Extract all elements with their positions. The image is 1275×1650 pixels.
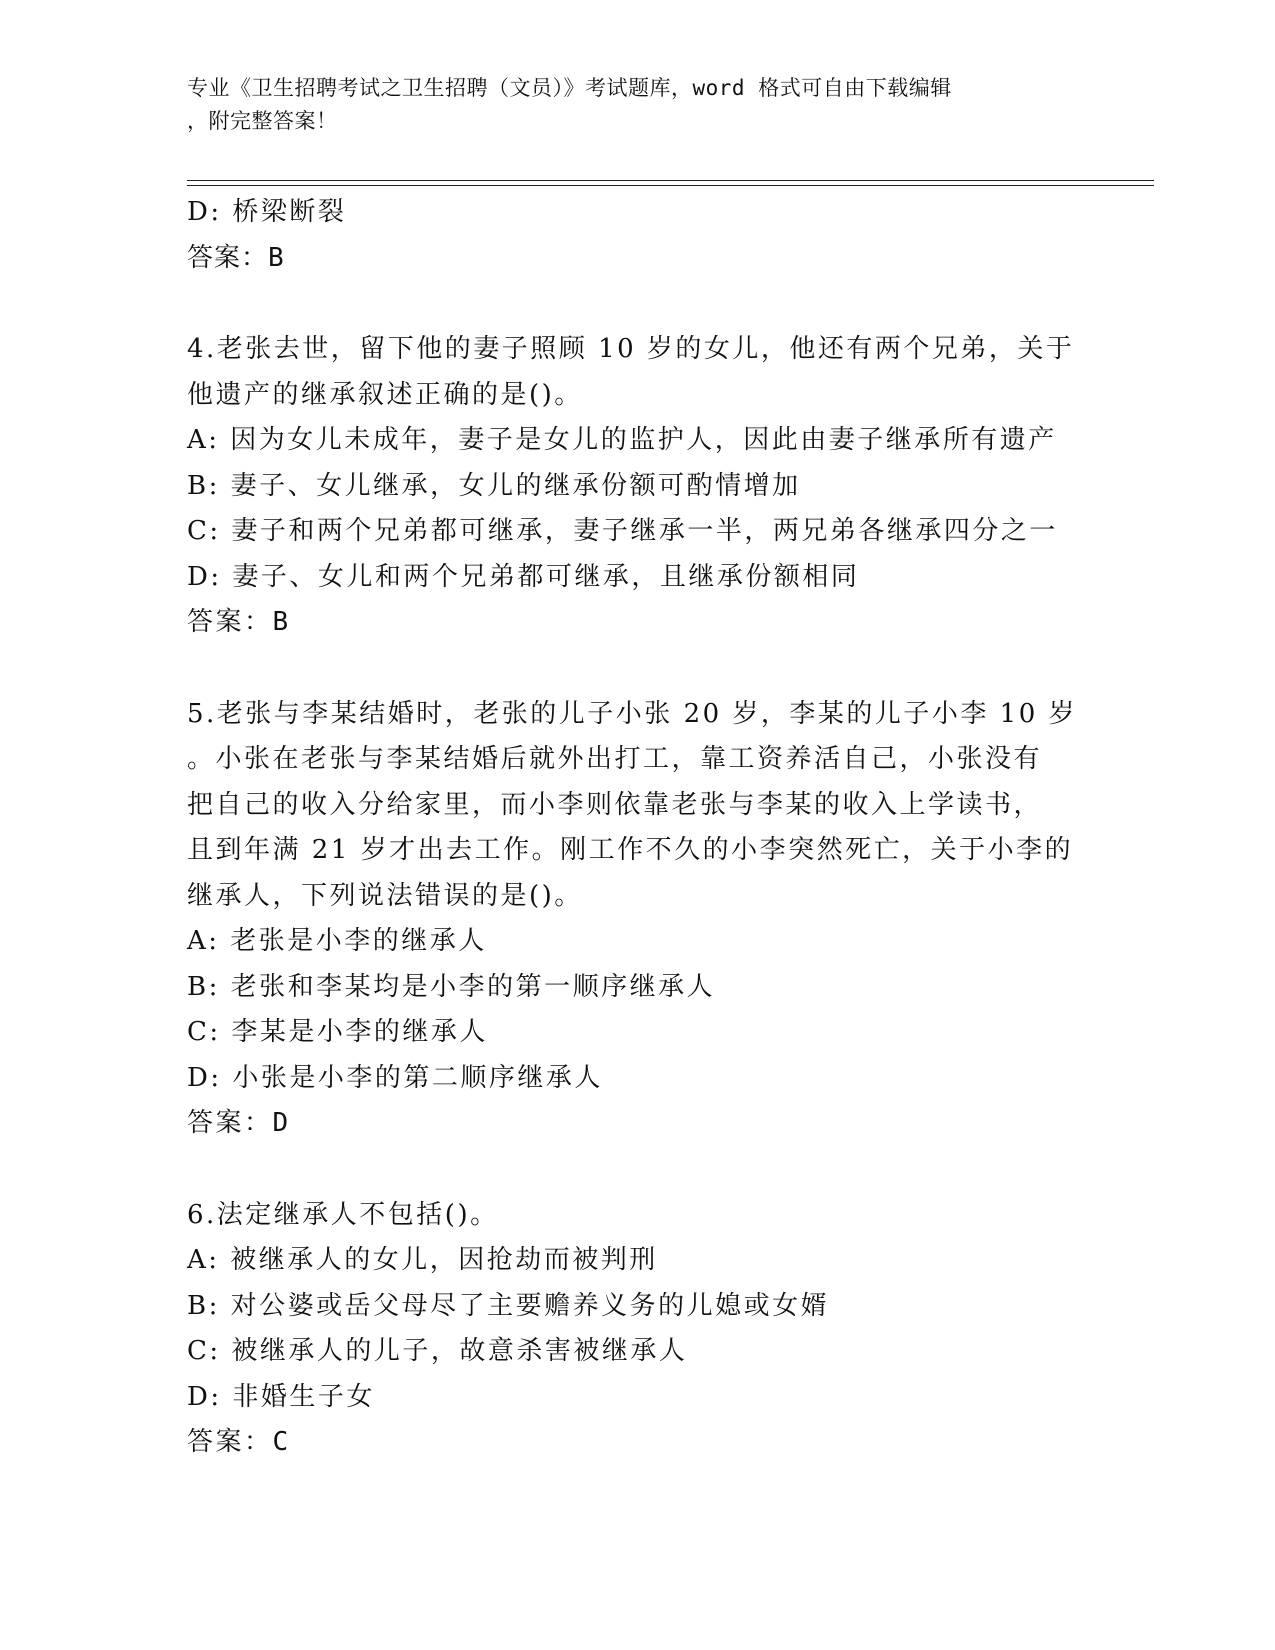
question-list	[187, 190, 1087, 1466]
question-text-line: 把自己的收入分给家里，而小李则依靠老张与李某的收入上学读书，	[187, 789, 1043, 820]
question-4	[187, 327, 1087, 646]
option-b: B: 妻子、女儿继承，女儿的继承份额可酌情增加	[187, 470, 801, 501]
header-line-2: ，附完整答案！	[187, 109, 338, 133]
answer: 答案：B	[187, 242, 285, 273]
header-rule-top	[187, 180, 1154, 181]
option-c: C: 李某是小李的继承人	[187, 1017, 488, 1047]
option-c: C: 妻子和两个兄弟都可继承，妻子继承一半，两兄弟各继承四分之一	[187, 516, 1058, 546]
question-text-line: 5.老张与李某结婚时，老张的儿子小张 20 岁，李某的儿子小李 10 岁	[187, 698, 1078, 729]
answer: 答案：B	[187, 607, 291, 637]
question-text-line: 他遗产的继承叙述正确的是()。	[187, 379, 583, 410]
header-line-1: 专业《卫生招聘考试之卫生招聘（文员）》考试题库，word 格式可自由下载编辑	[187, 76, 952, 100]
option-d: D: 小张是小李的第二顺序继承人	[187, 1062, 603, 1093]
answer: 答案：C	[187, 1427, 291, 1457]
option-d: D: 妻子、女儿和两个兄弟都可继承，且继承份额相同	[187, 561, 860, 592]
option-a: A: 老张是小李的继承人	[187, 926, 487, 956]
option-b: B: 对公婆或岳父母尽了主要赡养义务的儿媳或女婿	[187, 1290, 830, 1321]
question-6	[187, 1193, 1087, 1466]
question-text-line: 继承人，下列说法错误的是()。	[187, 880, 583, 911]
question-text-line: 6.法定继承人不包括()。	[187, 1199, 499, 1230]
question-text-line: 4.老张去世，留下他的妻子照顾 10 岁的女儿，他还有两个兄弟，关于	[187, 334, 1075, 364]
question-text-line: 且到年满 21 岁才出去工作。刚工作不久的小李突然死亡，关于小李的	[187, 835, 1074, 865]
document-header	[187, 72, 1067, 138]
option-d: D: 桥梁断裂	[187, 197, 347, 227]
option-d: D: 非婚生子女	[187, 1381, 375, 1412]
header-rule-bottom	[187, 185, 1154, 186]
question-text-line: 。小张在老张与李某结婚后就外出打工，靠工资养活自己，小张没有	[187, 744, 1043, 774]
option-a: A: 被继承人的女儿，因抢劫而被判刑	[187, 1245, 658, 1275]
question-5	[187, 692, 1087, 1147]
option-c: C: 被继承人的儿子，故意杀害被继承人	[187, 1336, 688, 1366]
option-a: A: 因为女儿未成年，妻子是女儿的监护人，因此由妻子继承所有遗产	[187, 425, 1057, 455]
option-b: B: 老张和李某均是小李的第一顺序继承人	[187, 971, 716, 1002]
answer: 答案：D	[187, 1108, 291, 1138]
